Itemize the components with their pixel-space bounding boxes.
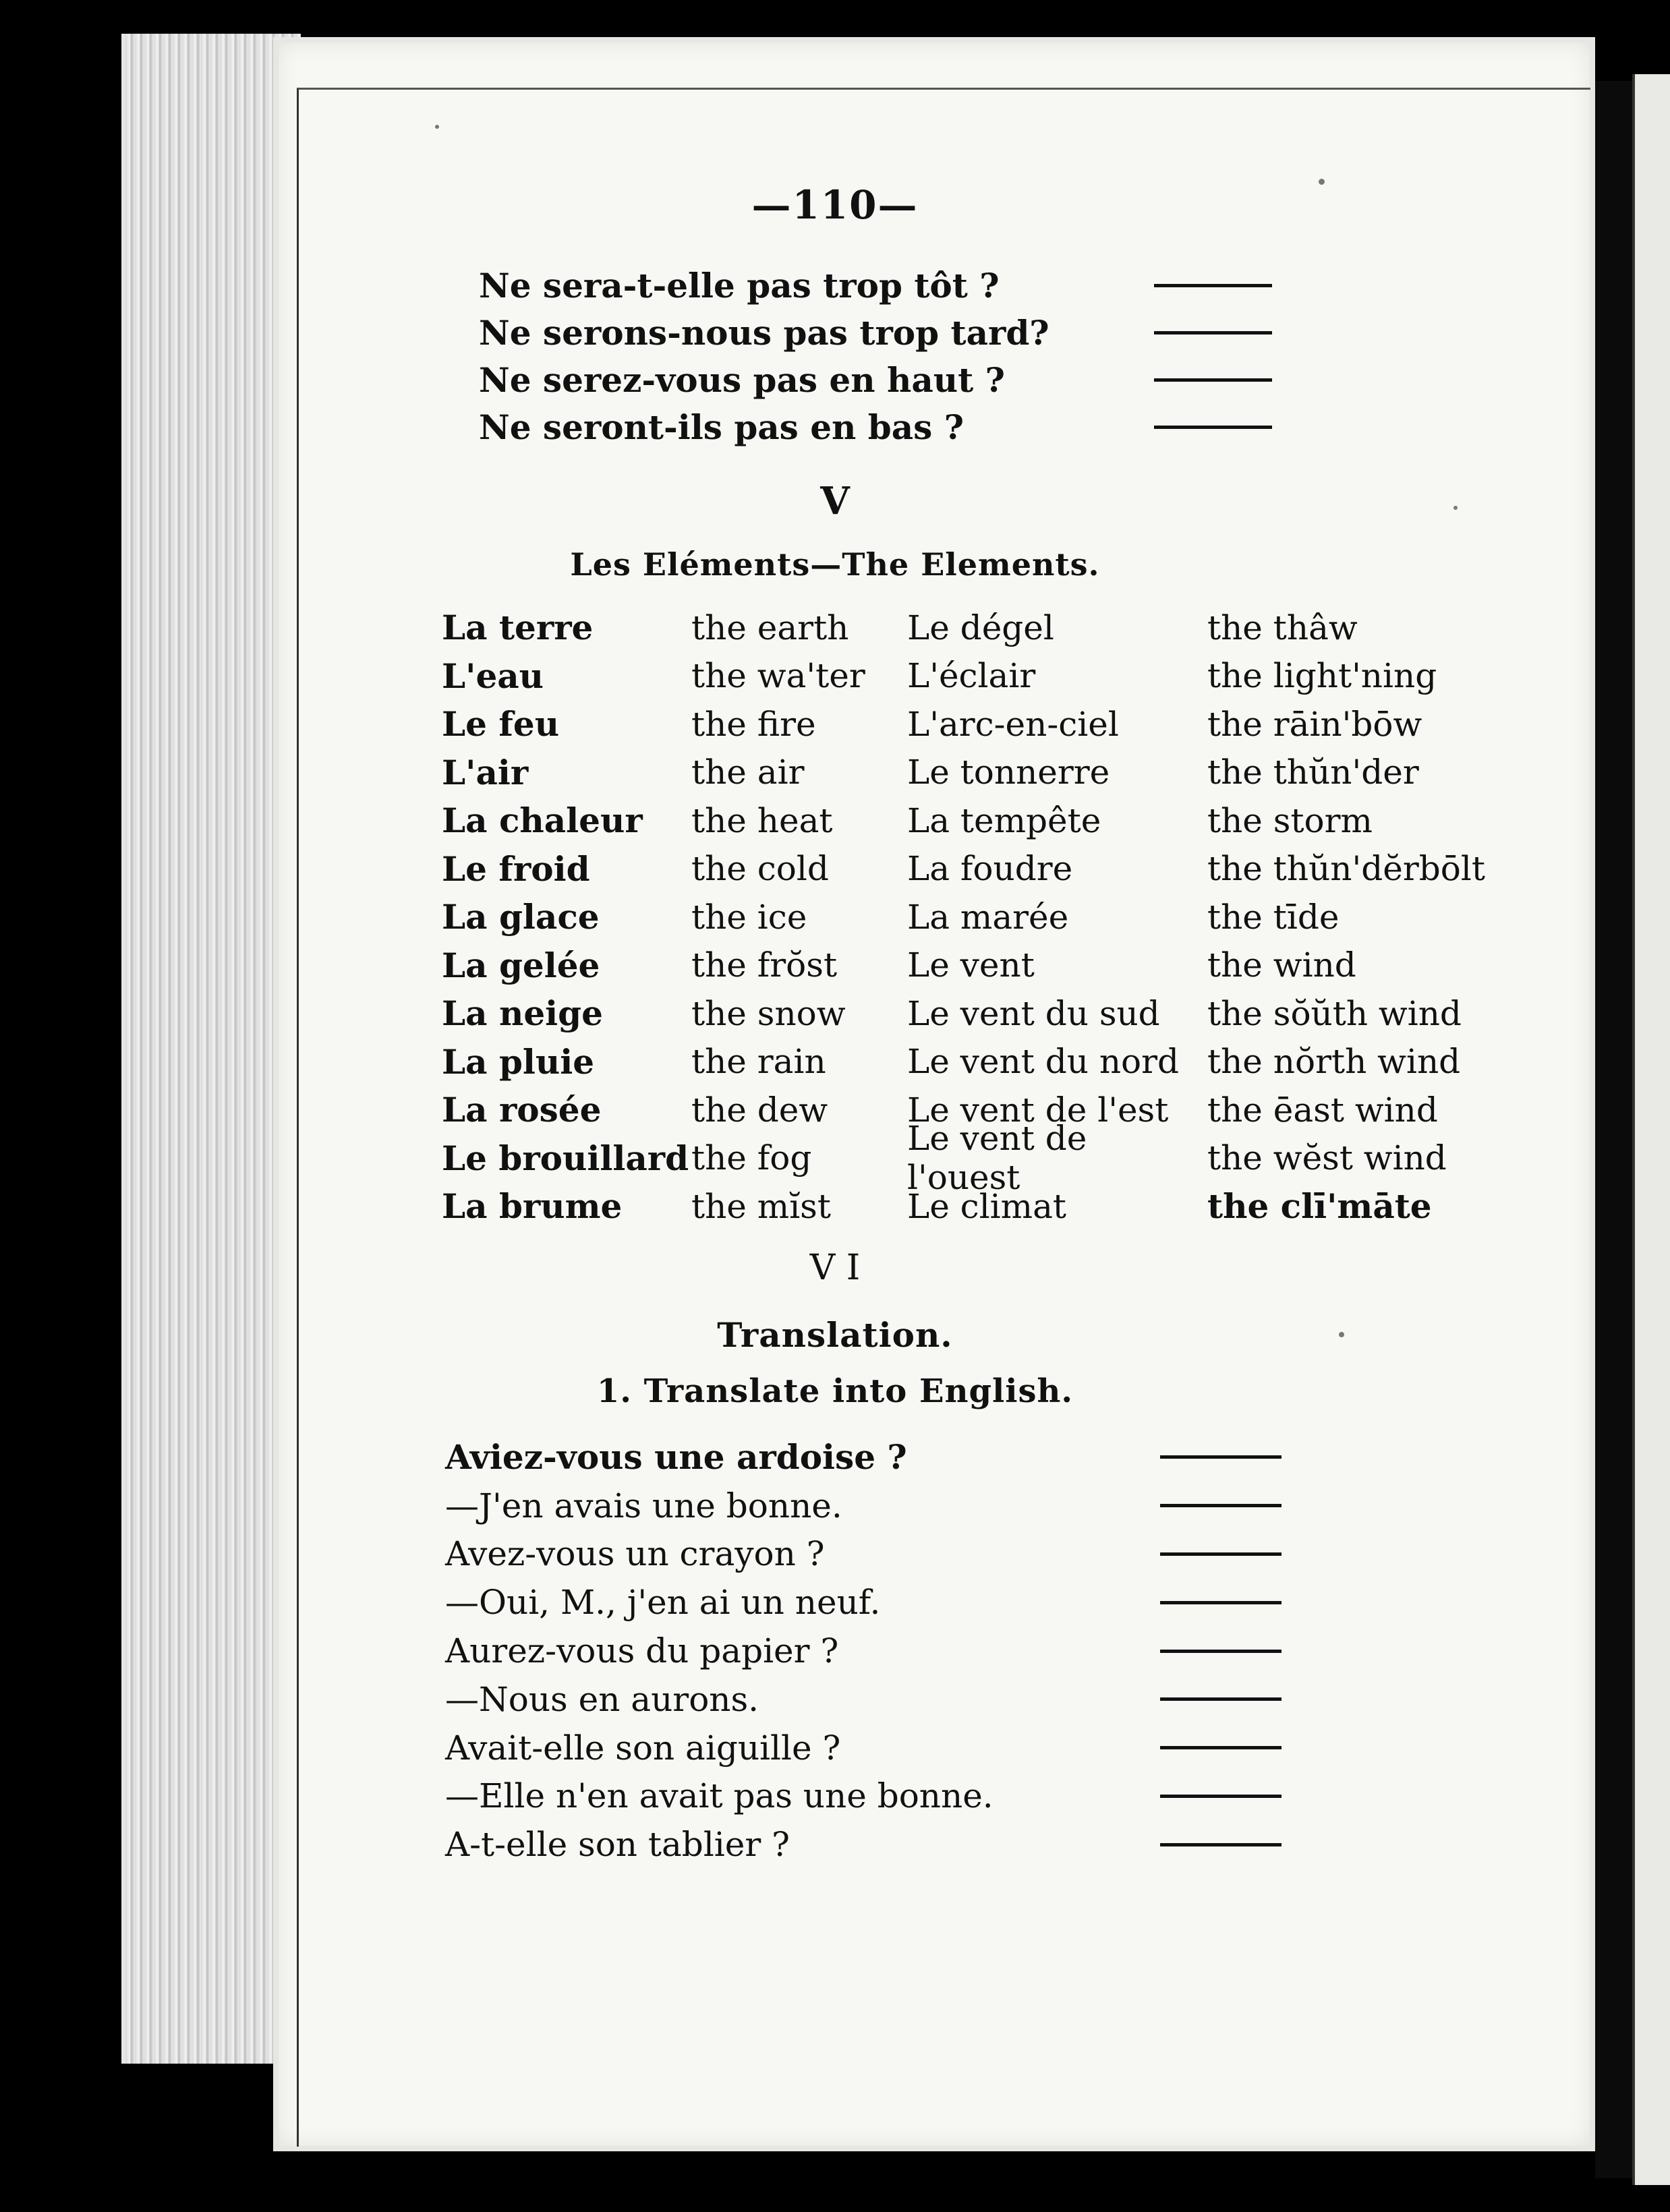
- answer-blank: [1160, 1746, 1282, 1749]
- vocab-row: [442, 604, 1494, 652]
- french-term: Le feu: [442, 704, 560, 745]
- english-term: the frŏst: [691, 945, 838, 985]
- answer-blank: [1154, 378, 1272, 382]
- vocab-row: [442, 1038, 1494, 1086]
- english-term: the wĕst wind: [1207, 1138, 1447, 1178]
- french-term: Le vent du sud: [907, 993, 1160, 1033]
- exercise-line: [445, 1433, 1295, 1482]
- english-term: the snow: [691, 993, 846, 1033]
- exercise-text: Aviez-vous une ardoise ?: [445, 1437, 907, 1478]
- french-term: Le brouillard: [442, 1138, 689, 1178]
- vocab-row: [442, 652, 1494, 701]
- exercise-line: [445, 1724, 1295, 1772]
- answer-blank: [1160, 1455, 1282, 1459]
- exercise-text: A-t-elle son tablier ?: [445, 1825, 790, 1865]
- french-term: La tempête: [907, 801, 1101, 840]
- french-term: Le climat: [907, 1186, 1066, 1226]
- exercise-text: —Elle n'en avait pas une bonne.: [445, 1776, 994, 1816]
- french-term: Le tonnerre: [907, 753, 1110, 792]
- english-term: the ice: [691, 897, 807, 937]
- french-term: La gelée: [442, 945, 600, 985]
- exercise-text: Aurez-vous du papier ?: [445, 1631, 839, 1671]
- french-term: Le dégel: [907, 608, 1054, 647]
- question-text: Ne seront-ils pas en bas ?: [479, 407, 964, 447]
- exercise-text: —Oui, M., j'en ai un neuf.: [445, 1583, 881, 1623]
- french-term: La brume: [442, 1186, 623, 1227]
- french-term: La chaleur: [442, 801, 643, 841]
- vocab-row: [442, 845, 1494, 894]
- english-term: the thŭn'der: [1207, 753, 1419, 792]
- english-term: the sŏŭth wind: [1207, 993, 1462, 1033]
- exercise-text: Avait-elle son aiguille ?: [445, 1728, 841, 1768]
- english-term: the ēast wind: [1207, 1090, 1438, 1130]
- exercise-text: —Nous en aurons.: [445, 1679, 759, 1719]
- english-term: the heat: [691, 801, 833, 840]
- question-line: [479, 356, 1288, 403]
- answer-blank: [1154, 331, 1272, 334]
- vocab-row: [442, 893, 1494, 941]
- english-term: the rāin'bōw: [1207, 704, 1422, 744]
- french-term: Le vent: [907, 945, 1035, 985]
- page-number: —110—: [751, 182, 919, 228]
- vocab-row: [442, 1119, 1494, 1198]
- question-list: [479, 262, 1288, 450]
- french-term: La pluie: [442, 1041, 595, 1082]
- section-numeral: V I: [809, 1248, 861, 1288]
- question-text: Ne serez-vous pas en haut ?: [479, 359, 1005, 400]
- french-term: Le froid: [442, 848, 590, 889]
- translation-exercise: [445, 1433, 1295, 1869]
- english-term: the light'ning: [1207, 656, 1437, 696]
- english-term: the fog: [691, 1138, 812, 1178]
- english-term: the cold: [691, 849, 829, 889]
- french-term: Le vent de l'ouest: [907, 1119, 1087, 1198]
- exercise-line: [445, 1530, 1295, 1579]
- french-term: La neige: [442, 993, 603, 1034]
- english-term: the wind: [1207, 945, 1356, 985]
- answer-blank: [1160, 1552, 1282, 1556]
- french-term: Le vent de l'est: [907, 1090, 1169, 1130]
- english-term: the air: [691, 753, 805, 792]
- french-term: La marée: [907, 897, 1069, 937]
- english-term: the nŏrth wind: [1207, 1042, 1461, 1082]
- facing-page-edge: [1632, 74, 1670, 2185]
- english-term: the fire: [691, 704, 816, 744]
- exercise-text: Avez-vous un crayon ?: [445, 1534, 825, 1574]
- answer-blank: [1160, 1697, 1282, 1701]
- vocabulary-table: [442, 604, 1494, 1231]
- vocab-row: [442, 941, 1494, 990]
- english-term: the thâw: [1207, 608, 1358, 647]
- vocab-row: [442, 700, 1494, 749]
- french-term: L'éclair: [907, 656, 1036, 696]
- vocab-row: [442, 796, 1494, 845]
- english-term: the rain: [691, 1042, 826, 1082]
- section-title: Les Eléments—The Elements.: [570, 546, 1100, 583]
- answer-blank: [1154, 426, 1272, 429]
- answer-blank: [1160, 1650, 1282, 1653]
- exercise-line: [445, 1772, 1295, 1821]
- french-term: La glace: [442, 897, 600, 937]
- exercise-text: —J'en avais une bonne.: [445, 1486, 842, 1525]
- french-term: Le vent du nord: [907, 1042, 1180, 1082]
- section-title: Translation.: [717, 1315, 953, 1355]
- question-text: Ne serons-nous pas trop tard?: [479, 312, 1049, 353]
- answer-blank: [1160, 1843, 1282, 1846]
- french-term: La foudre: [907, 849, 1073, 889]
- question-line: [479, 403, 1288, 450]
- vocab-row: [442, 1182, 1494, 1231]
- answer-blank: [1160, 1504, 1282, 1507]
- answer-blank: [1154, 284, 1272, 287]
- english-term: the earth: [691, 608, 849, 647]
- question-line: [479, 309, 1288, 356]
- english-term: the clī'māte: [1207, 1186, 1432, 1227]
- french-term: La terre: [442, 608, 594, 648]
- exercise-line: [445, 1627, 1295, 1675]
- question-text: Ne sera-t-elle pas trop tôt ?: [479, 265, 1000, 305]
- exercise-line: [445, 1820, 1295, 1869]
- english-term: the dew: [691, 1090, 828, 1130]
- exercise-line: [445, 1675, 1295, 1724]
- answer-blank: [1160, 1601, 1282, 1604]
- french-term: La rosée: [442, 1090, 602, 1130]
- english-term: the wa'ter: [691, 656, 865, 696]
- exercise-line: [445, 1578, 1295, 1627]
- answer-blank: [1160, 1795, 1282, 1798]
- french-term: L'arc-en-ciel: [907, 704, 1119, 744]
- french-term: L'eau: [442, 656, 544, 696]
- question-line: [479, 262, 1288, 309]
- section-numeral: V: [820, 479, 850, 523]
- english-term: the mĭst: [691, 1186, 831, 1226]
- exercise-line: [445, 1482, 1295, 1530]
- vocab-row: [442, 989, 1494, 1038]
- english-term: the storm: [1207, 801, 1373, 840]
- french-term: L'air: [442, 752, 529, 792]
- english-term: the tīde: [1207, 897, 1340, 937]
- vocab-row: [442, 749, 1494, 797]
- exercise-heading: 1. Translate into English.: [596, 1372, 1074, 1410]
- english-term: the thŭn'dĕrbōlt: [1207, 849, 1485, 889]
